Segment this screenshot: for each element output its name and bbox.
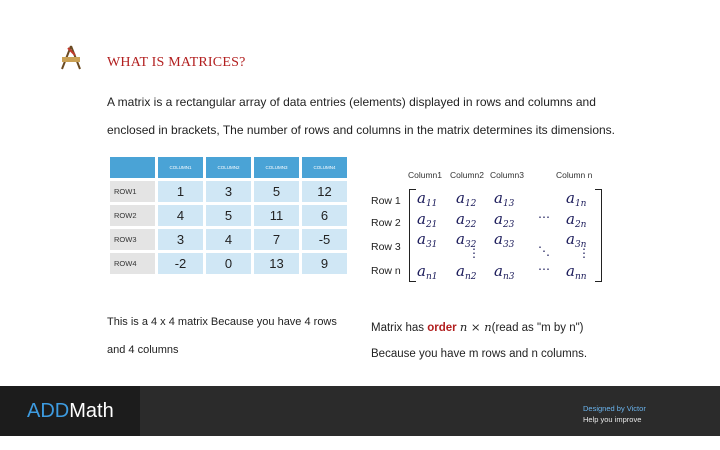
table-row (110, 253, 347, 274)
table-cell: 4 (158, 205, 203, 226)
table-cell: 1 (158, 181, 203, 202)
table-row (110, 181, 347, 202)
table-cell: 7 (254, 229, 299, 250)
order-explanation (371, 314, 587, 367)
ellipsis-vertical: ⋮ (468, 246, 480, 260)
matrix-column-label: Column3 (490, 170, 525, 180)
column-header: COLUMN2 (206, 157, 251, 178)
table-cell: 5 (206, 205, 251, 226)
brand-logo: ADDMath (27, 400, 114, 422)
matrix-row-label: Row 2 (371, 217, 401, 229)
table-cell: -2 (158, 253, 203, 274)
table-cell: 3 (206, 181, 251, 202)
table-row (110, 229, 347, 250)
table-cell: 0 (206, 253, 251, 274)
matrix-row-label: Row 1 (371, 195, 401, 207)
table-cell: 6 (302, 205, 347, 226)
matrix-entry: $a_{n3}$ (494, 262, 515, 282)
designer-credit: Designed by Victor (583, 404, 646, 413)
matrix-entry: $a_{31}$ (417, 230, 438, 250)
table-cell: 9 (302, 253, 347, 274)
table-corner (110, 157, 155, 178)
order-expression: n × n (459, 320, 492, 334)
ellipsis-horizontal: ⋯ (538, 210, 550, 224)
matrix-entry: $a_{3n}$ (566, 230, 587, 250)
matrix-entry: $a_{11}$ (417, 189, 438, 209)
page-title: WHAT IS MATRICES? (107, 55, 246, 70)
table-cell: 4 (206, 229, 251, 250)
footer-credits (583, 403, 646, 425)
footer-bar (0, 386, 720, 436)
table-row (110, 205, 347, 226)
ellipsis-horizontal: ⋯ (538, 262, 550, 276)
table-cell: 11 (254, 205, 299, 226)
column-header: COLUMN3 (254, 157, 299, 178)
matrix-row-label: Row 3 (371, 241, 401, 253)
easel-icon (58, 44, 84, 70)
column-header: COLUMN4 (302, 157, 347, 178)
matrix-entry: $a_{n1}$ (417, 262, 438, 282)
matrix-entry: $a_{21}$ (417, 210, 438, 230)
order-suffix: (read as "m by n") (491, 322, 584, 334)
matrix-entry: $a_{33}$ (494, 230, 515, 250)
matrix-left-bracket (409, 189, 416, 282)
intro-paragraph: A matrix is a rectangular array of data entries (elements) displayed in rows and columns and enclosed in brackets, The number of rows and columns in the matrix determines its dimensions. (107, 95, 616, 137)
matrix-right-bracket (595, 189, 602, 282)
table-cell: 3 (158, 229, 203, 250)
matrix-caption: This is a 4 x 4 matrix Because you have 4 rows and 4 columns (107, 316, 337, 356)
table-cell: 12 (302, 181, 347, 202)
matrix-entry: $a_{32}$ (456, 230, 477, 250)
matrix-entry: $a_{13}$ (494, 189, 515, 209)
table-cell: 13 (254, 253, 299, 274)
column-header: COLUMN1 (158, 157, 203, 178)
matrix-column-label: Column2 (450, 170, 485, 180)
matrix-row-label: Row n (371, 265, 401, 277)
matrix-column-label: Column1 (408, 170, 443, 180)
ellipsis-vertical: ⋮ (578, 246, 590, 260)
footer-tagline: Help you improve (583, 415, 642, 424)
row-header: ROW3 (110, 229, 155, 250)
order-prefix: Matrix has (371, 322, 425, 334)
matrix-entry: $a_{n2}$ (456, 262, 477, 282)
matrix-entry: $a_{22}$ (456, 210, 477, 230)
matrix-entry: $a_{nn}$ (566, 262, 587, 282)
table-cell: 5 (254, 181, 299, 202)
order-line2: Because you have m rows and n columns. (371, 348, 588, 360)
matrix-column-label: Column n (556, 170, 593, 180)
matrix-entry: $a_{1n}$ (566, 189, 587, 209)
matrix-table (107, 154, 350, 277)
ellipsis-diagonal: ⋱ (538, 244, 550, 258)
order-word: order (427, 322, 457, 334)
matrix-entry: $a_{2n}$ (566, 210, 587, 230)
matrix-entry: $a_{23}$ (494, 210, 515, 230)
row-header: ROW2 (110, 205, 155, 226)
table-cell: -5 (302, 229, 347, 250)
matrix-entry: $a_{12}$ (456, 189, 477, 209)
row-header: ROW4 (110, 253, 155, 274)
row-header: ROW1 (110, 181, 155, 202)
